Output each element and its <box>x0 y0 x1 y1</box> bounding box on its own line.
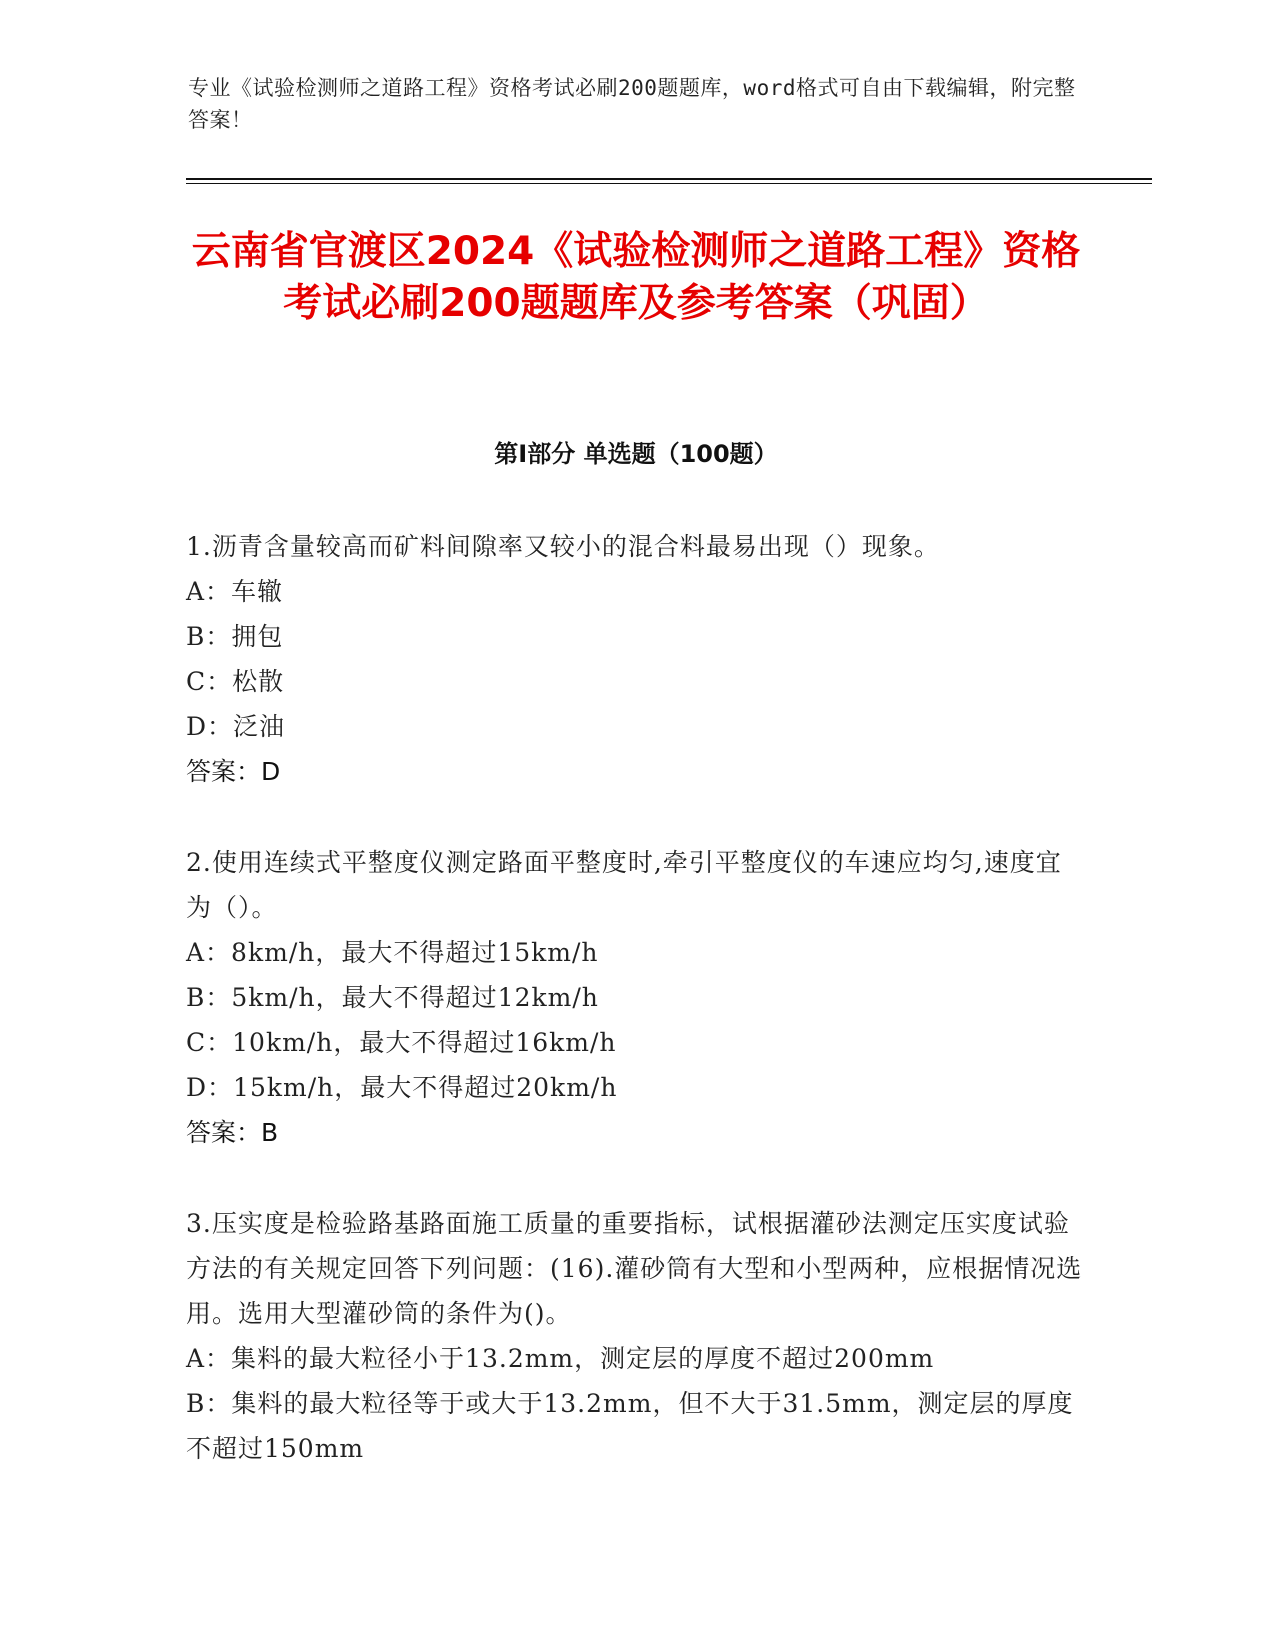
option-c: C：松散 <box>186 667 285 696</box>
option-c: C：10km/h，最大不得超过16km/h <box>186 1028 617 1057</box>
question-stem: 3.压实度是检验路基路面施工质量的重要指标，试根据灌砂法测定压实度试验方法的有关规定回答下列问题：(16).灌砂筒有大型和小型两种，应根据情况选用。选用大型灌砂筒的条件为()。 <box>186 1209 1083 1328</box>
question-stem: 2.使用连续式平整度仪测定路面平整度时,牵引平整度仪的车速应均匀,速度宜为（）。 <box>186 848 1062 922</box>
answer: 答案：B <box>186 1118 279 1147</box>
option-b: B：5km/h，最大不得超过12km/h <box>186 983 599 1012</box>
option-d: D：15km/h，最大不得超过20km/h <box>186 1073 618 1102</box>
document-title: 云南省官渡区2024《试验检测师之道路工程》资格考试必刷200题题库及参考答案（巩固） <box>191 229 1081 326</box>
option-b: B：集料的最大粒径等于或大于13.2mm，但不大于31.5mm，测定层的厚度不超过150mm <box>186 1389 1074 1463</box>
answer: 答案：D <box>186 757 281 786</box>
section-title: 第Ⅰ部分 单选题（100题） <box>494 440 778 468</box>
question-stem: 1.沥青含量较高而矿料间隙率又较小的混合料最易出现（）现象。 <box>186 532 940 561</box>
header-note: 专业《试验检测师之道路工程》资格考试必刷200题题库，word格式可自由下载编辑，附完整答案！ <box>188 76 1076 132</box>
option-a: A：集料的最大粒径小于13.2mm，测定层的厚度不超过200mm <box>186 1344 935 1373</box>
question-1 <box>186 524 1086 794</box>
option-b: B：拥包 <box>186 622 284 651</box>
option-a: A：8km/h，最大不得超过15km/h <box>186 938 599 967</box>
option-d: D：泛油 <box>186 712 286 741</box>
option-a: A：车辙 <box>186 577 284 606</box>
header-divider-thick <box>186 178 1152 180</box>
question-2 <box>186 840 1086 1155</box>
header-divider-thin <box>186 183 1152 184</box>
question-3 <box>186 1201 1086 1471</box>
